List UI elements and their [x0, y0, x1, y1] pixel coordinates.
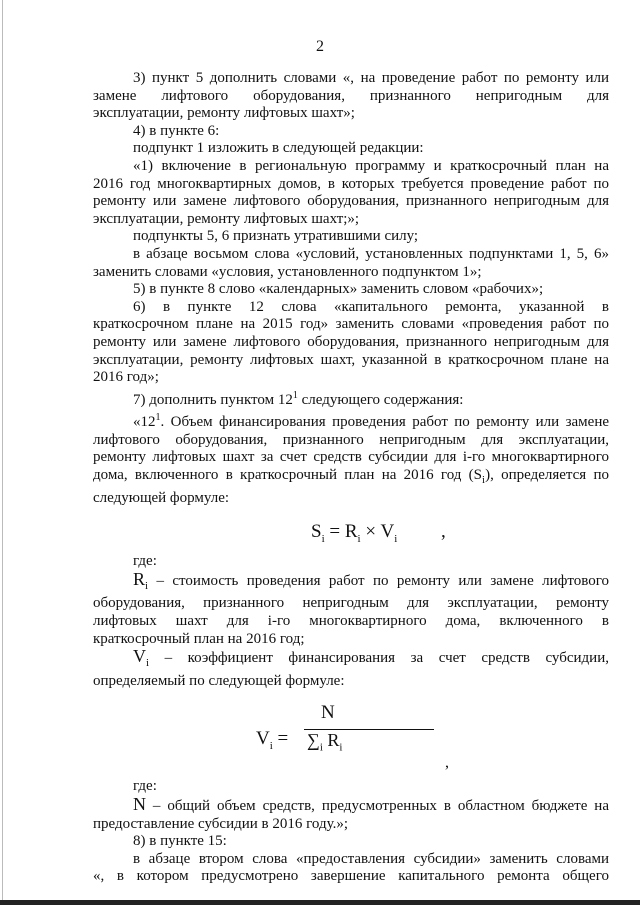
text-line-16: ремонту или замене лифтового оборудования, признанного непригодным для	[93, 333, 609, 350]
paragraph-list	[93, 70, 609, 387]
sum-symbol: ∑	[307, 730, 320, 751]
tail-line-1: 8) в пункте 15:	[133, 833, 227, 850]
def-r-line-2: оборудования, признанного непригодным для эксплуатации, ремонту	[93, 595, 609, 612]
item-7-prefix: 7) дополнить пунктом 12	[133, 391, 293, 408]
text-line-13: 5) в пункте 8 слово «календарных» заменить словом «рабочих»;	[133, 281, 544, 298]
formula-v-lhs-symbol: V	[256, 728, 270, 750]
text-line-4: 4) в пункте 6:	[133, 122, 220, 139]
den-r-sub: i	[339, 742, 343, 754]
item-7-heading	[93, 387, 609, 410]
text-line-14: 6) в пункте 12 слова «капитального ремонта, указанной в	[133, 298, 609, 315]
text-line-11: в абзаце восьмом слова «условий, установленных подпунктами 1, 5, 6»	[133, 245, 609, 262]
text-line-17: эксплуатации, ремонту лифтовых шахт, указанной в краткосрочном плане на	[93, 351, 609, 368]
def-r-line-3: лифтовых шахт для i-го многоквартирного дома, включенного в	[93, 613, 609, 630]
formula-s-r-sub: i	[357, 533, 361, 546]
where-label-2: где:	[133, 778, 157, 795]
item-7-line-1-rest: . Объем финансирования проведения работ по ремонту или замене	[160, 414, 609, 431]
item-7-line-2: лифтового оборудования, признанного непригодным для эксплуатации,	[93, 431, 609, 448]
def-r-line-4: краткосрочный план на 2016 год;	[93, 630, 305, 647]
formula-v	[93, 698, 609, 778]
text-line-15: краткосрочном плане на 2015 год» заменить словами «проведения работ по	[93, 316, 609, 333]
tail-paragraph-list	[93, 833, 609, 886]
page-number: 2	[316, 38, 324, 55]
document-body	[93, 70, 609, 886]
text-line-12: заменить словами «условия, установленного подпунктом 1»;	[93, 263, 482, 280]
formula-s-v-sub: i	[394, 533, 398, 546]
den-r: R	[322, 730, 340, 751]
where-label-1: где:	[133, 553, 157, 570]
def-r-symbol: R	[133, 568, 146, 589]
scan-edge-bottom	[0, 900, 640, 905]
formula-s-eq-r: = R	[324, 521, 358, 543]
def-n-text-1: – общий объем средств, предусмотренных в областном бюджете на	[146, 798, 609, 814]
def-r-line-1	[93, 568, 609, 596]
text-line-1: 3) пункт 5 дополнить словами «, на проведение работ по ремонту или	[133, 70, 609, 86]
item-7-suffix: следующего содержания:	[297, 391, 464, 408]
formula-v-eq: =	[272, 728, 289, 750]
text-line-8: ремонту или замене лифтового оборудования, признанного непригодным для	[93, 193, 609, 210]
formula-s-lhs-sub: i	[321, 533, 325, 546]
item-7-line-5: следующей формуле:	[93, 489, 230, 506]
def-n-symbol: N	[133, 794, 146, 814]
item-7-line-4-prefix: дома, включенного в краткосрочный план на 2016 год (S	[93, 467, 483, 484]
text-line-6: «1) включение в региональную программу и краткосрочный план на	[133, 157, 609, 174]
item-7-line-3: ремонту лифтовых шахт за счет средств субсидии для i-го многоквартирного	[93, 449, 609, 466]
def-v-sub: i	[146, 657, 150, 670]
def-v-symbol: V	[133, 646, 146, 667]
formula-s	[93, 515, 609, 553]
item-7-line-4-suffix: ), определяется по	[485, 467, 609, 484]
formula-s-lhs: S	[311, 521, 322, 543]
text-line-2: замене лифтового оборудования, признанного непригодным для	[93, 87, 609, 104]
def-r-text-1: – стоимость проведения работ по ремонту или замене лифтового	[148, 572, 609, 589]
formula-v-lhs-sub: i	[269, 740, 273, 753]
def-v-line-1	[93, 648, 609, 673]
text-line-10: подпункты 5, 6 признать утратившими силу;	[133, 228, 419, 245]
item-7-line-4-sub: i	[482, 474, 486, 487]
text-line-7: 2016 год многоквартирных домов, в которых требуется проведение работ по	[93, 175, 609, 192]
def-n-line-2: предоставление субсидии в 2016 году.»;	[93, 815, 349, 832]
text-line-18: 2016 год»;	[93, 369, 159, 386]
formula-s-times-v: × V	[360, 521, 395, 543]
formula-s-comma: ,	[441, 521, 446, 543]
formula-v-comma: ,	[445, 754, 449, 772]
scan-edge-left	[2, 0, 3, 905]
item-7-line-1-sup: 1	[155, 412, 161, 424]
text-line-9: эксплуатации, ремонту лифтовых шахт;»;	[93, 210, 360, 227]
formula-v-denominator	[307, 732, 342, 757]
tail-line-3: «, в котором предусмотрено завершение капитального ремонта общего	[93, 868, 609, 885]
item-7-line-4	[93, 467, 609, 490]
def-n-line-1	[93, 796, 609, 816]
def-r-sub: i	[145, 579, 149, 592]
def-v-line-2: определяемый по следующей формуле:	[93, 672, 345, 689]
item-7-sup: 1	[292, 389, 298, 401]
item-7-line-1-prefix: «12	[133, 414, 156, 431]
text-line-5: подпункт 1 изложить в следующей редакции:	[133, 140, 424, 157]
tail-line-2: в абзаце втором слова «предоставления субсидии» заменить словами	[133, 850, 609, 867]
item-7-line-1	[93, 409, 609, 432]
formula-v-numerator: N	[321, 702, 335, 724]
def-v-text-1: – коэффициент финансирования за счет средств субсидии,	[149, 650, 609, 667]
text-line-3: эксплуатации, ремонту лифтовых шахт»;	[93, 105, 355, 122]
formula-s-expression	[311, 523, 397, 548]
formula-v-lhs	[256, 730, 288, 755]
sum-sub: i	[319, 742, 323, 754]
